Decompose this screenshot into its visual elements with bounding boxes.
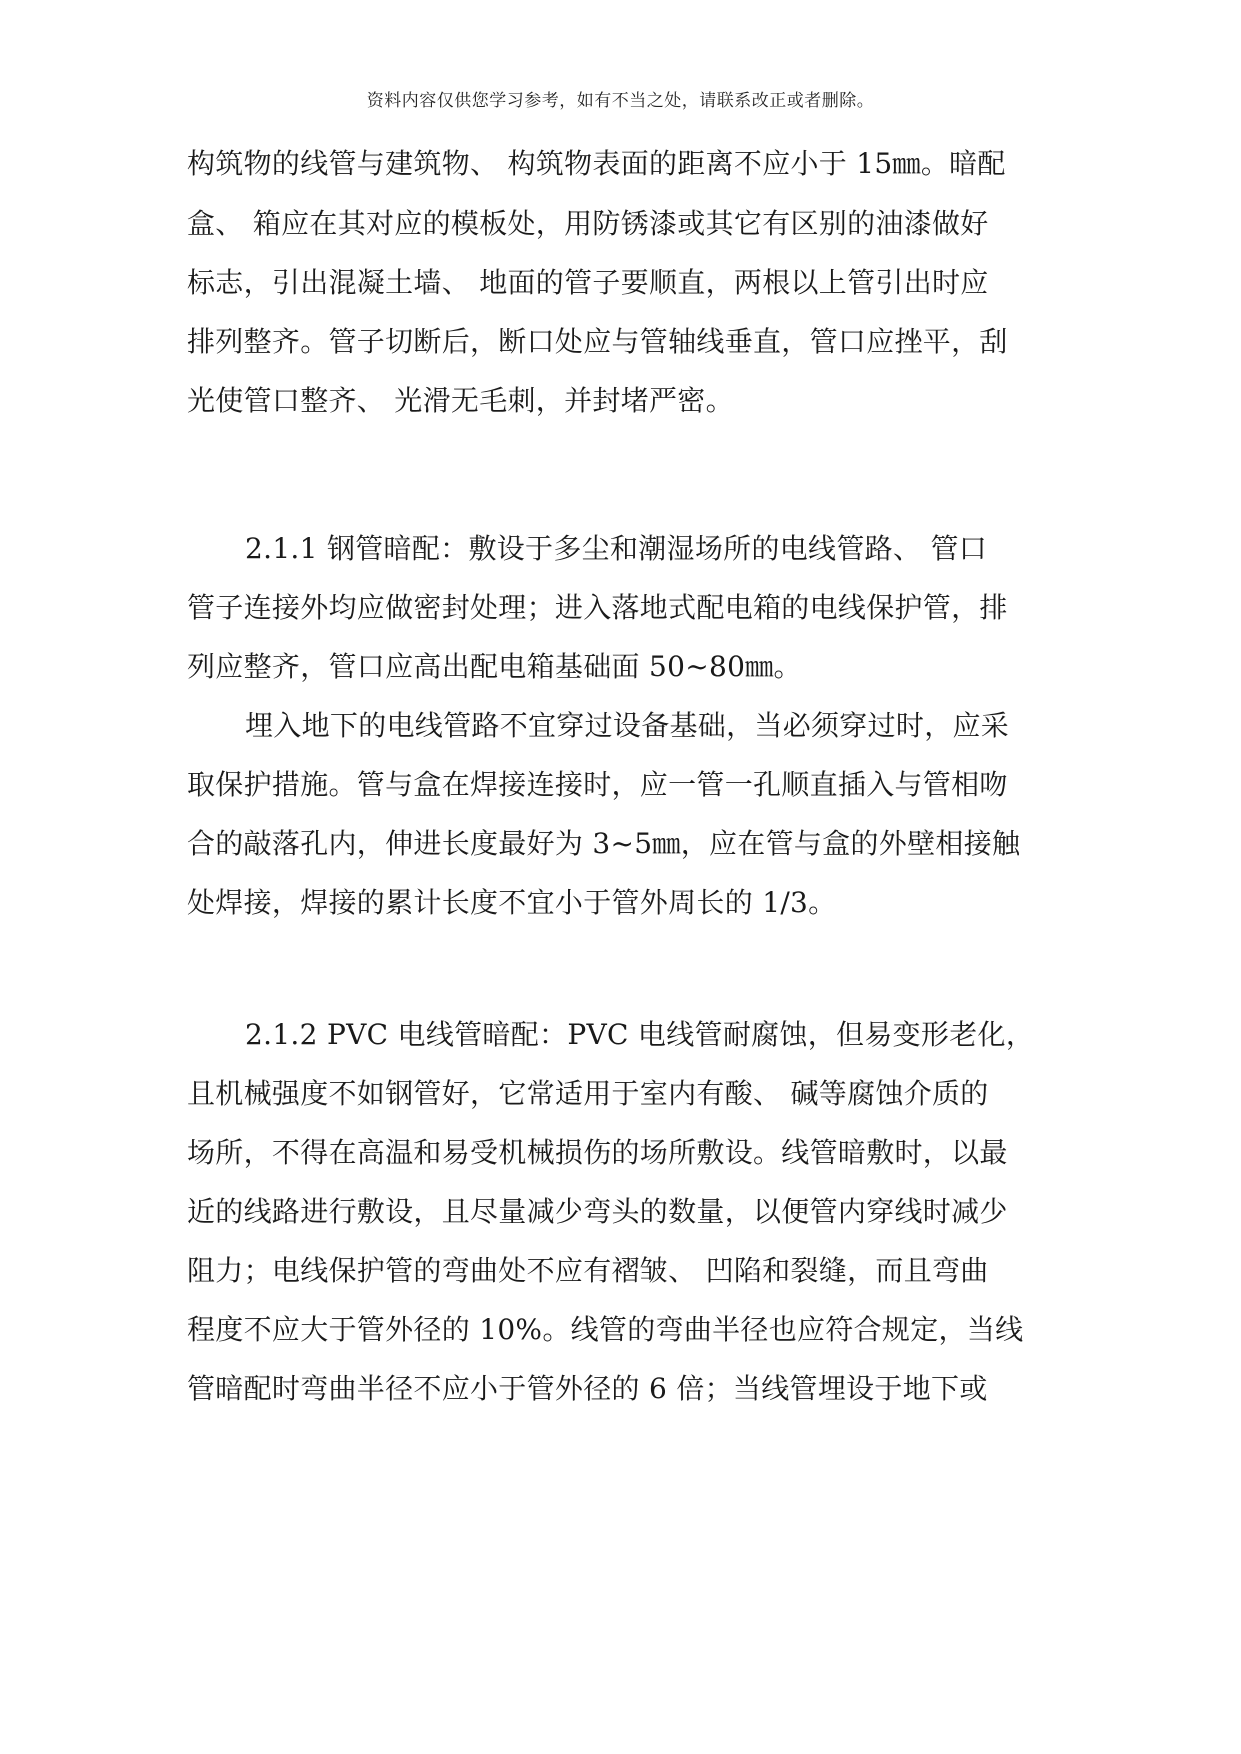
text-line: 合的敲落孔内，伸进长度最好为 3~5㎜，应在管与盒的外壁相接触 <box>187 827 1021 860</box>
text-line: 程度不应大于管外径的 10%。线管的弯曲半径也应符合规定，当线 <box>187 1313 1024 1346</box>
text-line: 且机械强度不如钢管好，它常适用于室内有酸、 碱等腐蚀介质的 <box>187 1077 989 1110</box>
text-line: 近的线路进行敷设，且尽量减少弯头的数量，以便管内穿线时减少 <box>187 1195 1008 1228</box>
header-note: 资料内容仅供您学习参考，如有不当之处，请联系改正或者删除。 <box>366 91 875 111</box>
text-line: 排列整齐。管子切断后，断口处应与管轴线垂直，管口应挫平，刮 <box>187 325 1008 358</box>
text-line: 处焊接，焊接的累计长度不宜小于管外周长的 1/3。 <box>187 886 837 919</box>
text-line: 盒、 箱应在其对应的模板处，用防锈漆或其它有区别的油漆做好 <box>187 207 989 240</box>
text-line: 列应整齐，管口应高出配电箱基础面 50~80㎜。 <box>187 650 802 683</box>
section-heading-line: 2.1.1 钢管暗配：敷设于多尘和潮湿场所的电线管路、 管口 <box>245 532 988 565</box>
text-line: 阻力；电线保护管的弯曲处不应有褶皱、 凹陷和裂缝，而且弯曲 <box>187 1254 989 1287</box>
text-line: 管暗配时弯曲半径不应小于管外径的 6 倍；当线管埋设于地下或 <box>187 1372 988 1405</box>
text-line: 光使管口整齐、 光滑无毛刺，并封堵严密。 <box>187 384 734 417</box>
text-line: 埋入地下的电线管路不宜穿过设备基础，当必须穿过时，应采 <box>245 709 1010 742</box>
text-line: 构筑物的线管与建筑物、 构筑物表面的距离不应小于 15㎜。暗配 <box>187 147 1006 180</box>
text-line: 取保护措施。管与盒在焊接连接时，应一管一孔顺直插入与管相吻 <box>187 768 1008 801</box>
text-line: 场所，不得在高温和易受机械损伤的场所敷设。线管暗敷时，以最 <box>187 1136 1008 1169</box>
text-line: 标志，引出混凝土墙、 地面的管子要顺直，两根以上管引出时应 <box>187 266 989 299</box>
section-heading-line: 2.1.2 PVC 电线管暗配：PVC 电线管耐腐蚀，但易变形老化， <box>245 1018 1035 1051</box>
text-line: 管子连接外均应做密封处理；进入落地式配电箱的电线保护管，排 <box>187 591 1008 624</box>
